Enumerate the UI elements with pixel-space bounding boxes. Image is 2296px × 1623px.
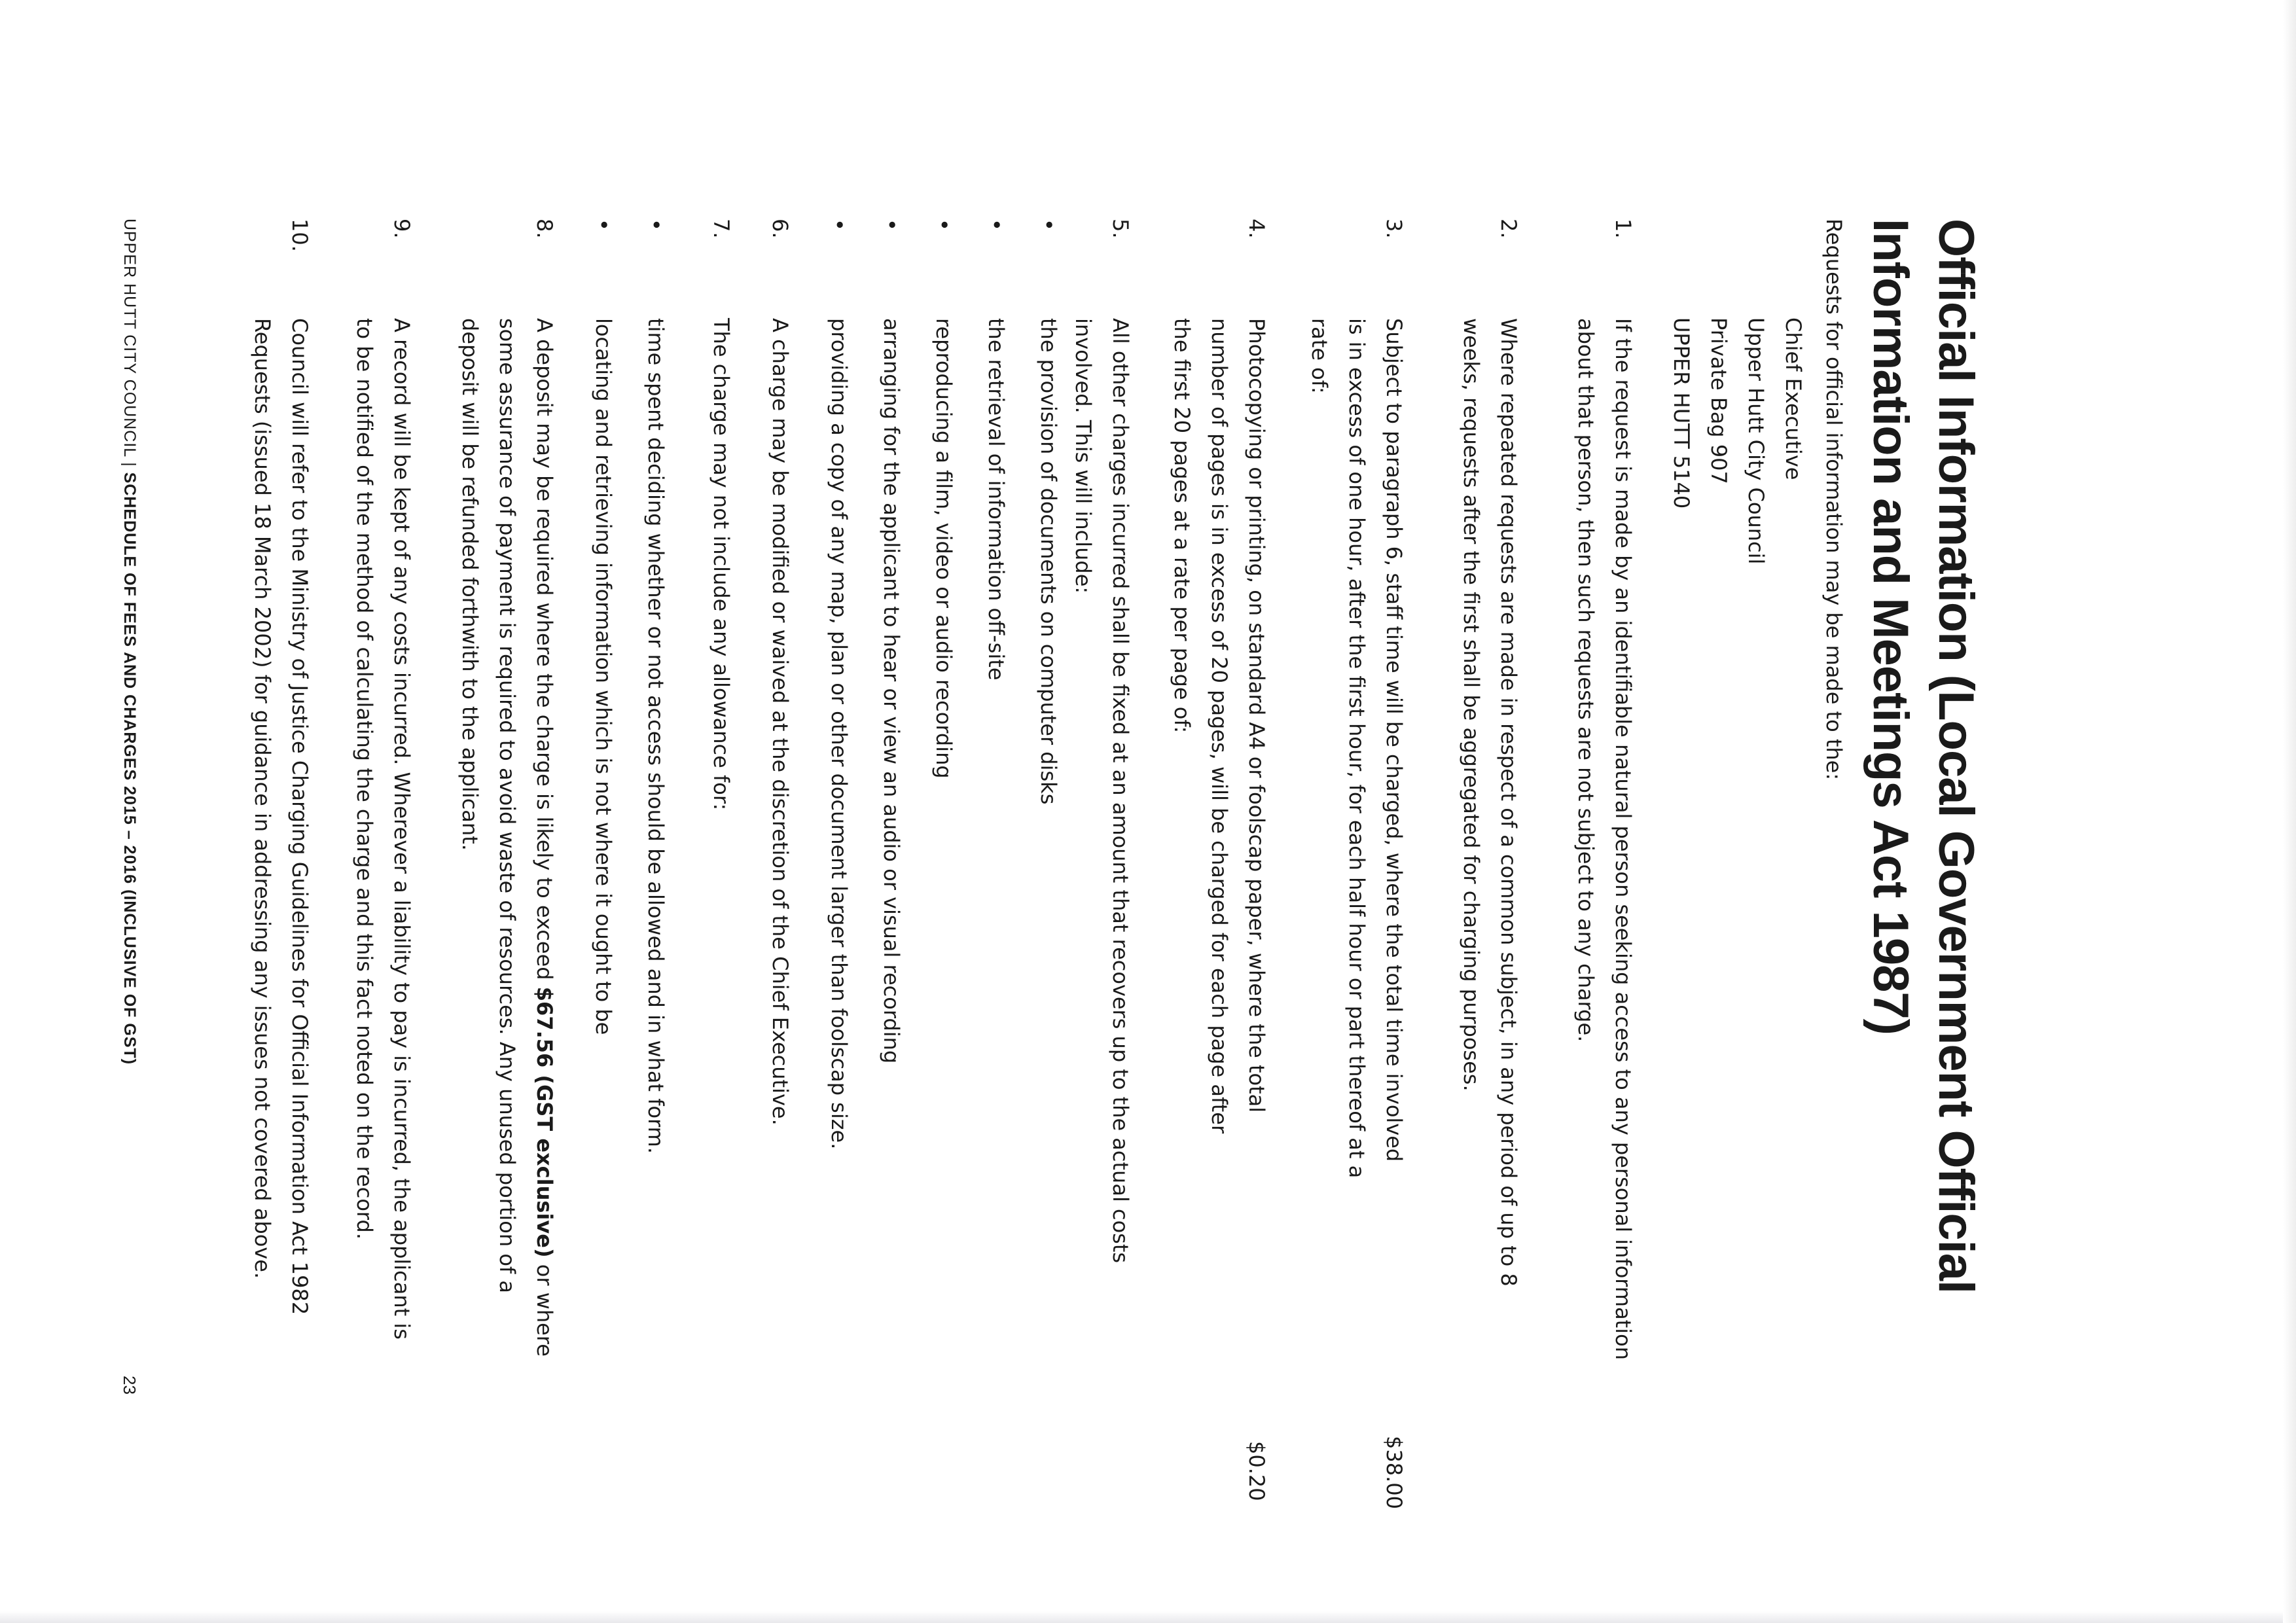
item-line: rate of: bbox=[1307, 318, 1332, 394]
bullet-icon: • bbox=[931, 219, 956, 231]
item-number: 9. bbox=[389, 219, 414, 239]
item-line: some assurance of payment is required to avoid waste of resources. Any unused portion of a bbox=[495, 318, 520, 1293]
bullet-text: reproducing a film, video or audio recording bbox=[931, 318, 956, 779]
page-footer bbox=[117, 219, 143, 1408]
item-number: 6. bbox=[768, 219, 793, 239]
item-number: 4. bbox=[1244, 219, 1269, 239]
title-line-1: Official Information (Local Government Official bbox=[1928, 219, 1984, 1294]
bullet-text: locating and retrieving information which is not where it ought to be bbox=[591, 318, 616, 1035]
bullet-icon: • bbox=[984, 219, 1009, 231]
item-number: 1. bbox=[1611, 219, 1636, 239]
bullet-icon: • bbox=[1036, 219, 1061, 231]
item-text bbox=[1064, 318, 1139, 1411]
item-text bbox=[1300, 318, 1412, 1411]
footer-schedule-title: SCHEDULE OF FEES AND CHARGES 2015 – 2016 (INCLUSIVE OF GST) bbox=[120, 472, 139, 1065]
item-text bbox=[702, 318, 740, 1411]
item-line: A record will be kept of any costs incurred. Wherever a liability to pay is incurred, the applicant is bbox=[389, 318, 414, 1340]
fee-amount: $38.00 bbox=[1382, 1436, 1407, 1509]
page-title bbox=[1857, 219, 1988, 1462]
item-number: 3. bbox=[1382, 219, 1407, 239]
item-line-text: or where bbox=[532, 1257, 557, 1357]
item-number: 8. bbox=[532, 219, 557, 239]
item-line: Requests (issued 18 March 2002) for guidance in addressing any issues not covered above. bbox=[250, 318, 275, 1279]
item-line: Council will refer to the Ministry of Justice Charging Guidelines for Official Information Act 1982 bbox=[287, 318, 312, 1315]
title-line-2: Information and Meetings Act 1987) bbox=[1863, 219, 1918, 1035]
item-text bbox=[243, 318, 318, 1509]
item-text bbox=[1163, 318, 1275, 1411]
address-line: Private Bag 907 bbox=[1706, 317, 1731, 484]
item-text bbox=[1452, 318, 1527, 1411]
item-number: 2. bbox=[1496, 219, 1521, 239]
bullet-text: arranging for the applicant to hear or view an audio or visual recording bbox=[879, 318, 904, 1064]
item-line: A charge may be modified or waived at the discretion of the Chief Executive. bbox=[768, 318, 793, 1126]
footer-organisation: UPPER HUTT CITY COUNCIL | bbox=[120, 219, 139, 473]
address-line: UPPER HUTT 5140 bbox=[1669, 317, 1694, 509]
page-number: 23 bbox=[120, 1376, 139, 1395]
item-line: If the request is made by an identifiable natural person seeking access to any personal information bbox=[1611, 318, 1636, 1360]
item-line: to be notified of the method of calculating the charge and this fact noted on the record. bbox=[352, 318, 377, 1240]
item-line: number of pages is in excess of 20 pages, will be charged for each page after bbox=[1207, 318, 1232, 1134]
item-line: the first 20 pages at a rate per page of: bbox=[1170, 318, 1194, 734]
item-line: Photocopying or printing, on standard A4 or foolscap paper, where the total bbox=[1244, 318, 1269, 1113]
bullet-text: the provision of documents on computer disks bbox=[1036, 318, 1061, 805]
item-line: The charge may not include any allowance for: bbox=[709, 318, 734, 811]
fee-amount: $0.20 bbox=[1244, 1441, 1269, 1501]
item-number: 7. bbox=[709, 219, 734, 239]
item-line bbox=[526, 318, 563, 1509]
intro-text: Requests for official information may be made to the: bbox=[1821, 219, 1846, 781]
address-line: Chief Executive bbox=[1781, 317, 1806, 480]
address-line: Upper Hutt City Council bbox=[1744, 317, 1768, 565]
item-number: 10. bbox=[287, 219, 312, 252]
item-line: involved. This will include: bbox=[1071, 318, 1096, 594]
address-block bbox=[1662, 317, 1812, 564]
item-line: about that person, then such requests are not subject to any charge. bbox=[1573, 318, 1598, 1043]
item-text bbox=[761, 318, 798, 1411]
item-line: weeks, requests after the first shall be aggregated for charging purposes. bbox=[1459, 318, 1484, 1092]
bullet-text: the retrieval of information off-site bbox=[984, 318, 1009, 681]
item-line: Subject to paragraph 6, staff time will be charged, where the total time involved bbox=[1382, 318, 1407, 1162]
item-line: All other charges incurred shall be fixed at an amount that recovers up to the actual costs bbox=[1108, 318, 1133, 1264]
bullet-text: time spent deciding whether or not access should be allowed and in what form. bbox=[643, 318, 668, 1154]
item-line-text: A deposit may be required where the charge is likely to exceed bbox=[532, 318, 557, 987]
bullet-icon: • bbox=[879, 219, 904, 231]
bullet-text: providing a copy of any map, plan or other document larger than foolscap size. bbox=[827, 318, 852, 1150]
item-text bbox=[346, 318, 420, 1509]
deposit-threshold: $67.56 (GST exclusive) bbox=[532, 986, 557, 1258]
item-text bbox=[1567, 318, 1641, 1561]
item-line: Where repeated requests are made in respect of a common subject, in any period of up to 8 bbox=[1496, 318, 1521, 1287]
item-text bbox=[451, 318, 563, 1509]
bullet-icon: • bbox=[643, 219, 668, 231]
item-line: is in excess of one hour, after the first hour, for each half hour or part thereof at a bbox=[1344, 318, 1369, 1179]
item-number: 5. bbox=[1108, 219, 1133, 239]
bullet-icon: • bbox=[827, 219, 852, 231]
item-line: deposit will be refunded forthwith to the applicant. bbox=[457, 318, 482, 851]
bullet-icon: • bbox=[591, 219, 616, 231]
